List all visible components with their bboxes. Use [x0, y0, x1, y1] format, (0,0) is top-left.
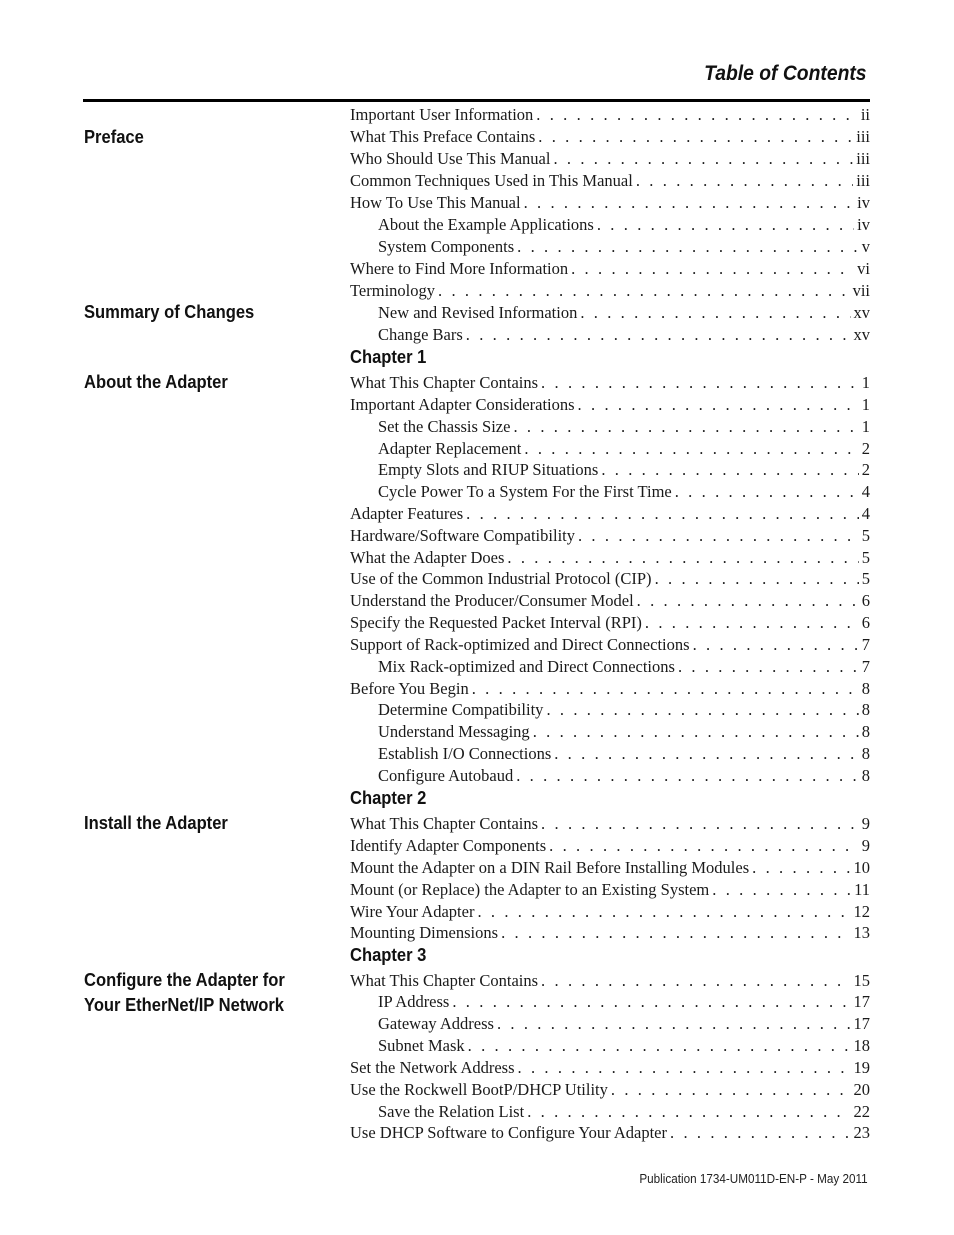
- toc-entry-page: 7: [861, 657, 870, 676]
- toc-entry[interactable]: [378, 991, 870, 1013]
- header-rule: [83, 99, 870, 102]
- toc-entry-label: Cycle Power To a System For the First Time: [378, 482, 672, 501]
- publication-footer: Publication 1734-UM011D-EN-P - May 2011: [639, 1171, 868, 1186]
- toc-entry[interactable]: [350, 547, 870, 569]
- toc-entry-label: What This Preface Contains: [350, 127, 536, 146]
- toc-entry-label: How To Use This Manual: [350, 193, 521, 212]
- toc-entry-page: 22: [853, 1102, 870, 1121]
- toc-entry-page: 2: [861, 439, 870, 458]
- toc-leader-dots: [524, 192, 855, 214]
- toc-entry[interactable]: [378, 1101, 870, 1123]
- toc-entry[interactable]: [378, 302, 870, 324]
- toc-entry-page: 2: [861, 460, 870, 479]
- toc-entry-page: 6: [861, 591, 870, 610]
- toc-entry-page: 15: [853, 971, 870, 990]
- toc-entry[interactable]: [350, 901, 870, 923]
- toc-entry-page: 8: [861, 679, 870, 698]
- toc-entry[interactable]: [350, 170, 870, 192]
- toc-leader-dots: [645, 612, 859, 634]
- toc-leader-dots: [541, 372, 859, 394]
- toc-entry[interactable]: [378, 743, 870, 765]
- toc-leader-dots: [452, 991, 850, 1013]
- toc-entry-page: 5: [861, 548, 870, 567]
- toc-entry-page: iii: [856, 171, 870, 190]
- toc-leader-dots: [675, 481, 859, 503]
- toc-leader-dots: [553, 148, 853, 170]
- toc-leader-dots: [655, 568, 859, 590]
- toc-leader-dots: [554, 743, 859, 765]
- toc-entry-label: Where to Find More Information: [350, 259, 569, 278]
- toc-entry-page: 8: [861, 766, 870, 785]
- toc-entry-label: System Components: [378, 237, 515, 256]
- toc-entry-label: What This Chapter Contains: [350, 814, 539, 833]
- toc-leader-dots: [513, 416, 858, 438]
- section-heading-about-the-adapter: About the Adapter: [84, 372, 228, 392]
- toc-entry-label: Subnet Mask: [378, 1036, 465, 1055]
- toc-entry[interactable]: [350, 258, 870, 280]
- toc-leader-dots: [468, 1035, 851, 1057]
- section-heading-configure-the-adapter: Configure the Adapter for Your EtherNet/IP Network: [84, 970, 285, 1015]
- toc-leader-dots: [472, 678, 859, 700]
- toc-entry-page: iii: [856, 149, 870, 168]
- toc-entry[interactable]: [378, 721, 870, 743]
- toc-leader-dots: [546, 699, 858, 721]
- toc-leader-dots: [517, 236, 859, 258]
- toc-entry[interactable]: [350, 813, 870, 835]
- toc-entry-page: 13: [853, 923, 870, 942]
- page-title: Table of Contents: [704, 62, 867, 85]
- toc-entry-page: 6: [861, 613, 870, 632]
- toc-entry-page: 17: [853, 992, 870, 1011]
- toc-entry-page: 8: [861, 722, 870, 741]
- toc-entry-label: Who Should Use This Manual: [350, 149, 551, 168]
- toc-leader-dots: [524, 438, 858, 460]
- toc-entry-label: Understand the Producer/Consumer Model: [350, 591, 634, 610]
- toc-entry[interactable]: [350, 394, 870, 416]
- toc-entry-page: 7: [861, 635, 870, 654]
- toc-entry-label: Before You Begin: [350, 679, 469, 698]
- toc-entry-label: Important Adapter Considerations: [350, 395, 575, 414]
- toc-leader-dots: [693, 634, 859, 656]
- toc-entry[interactable]: [350, 372, 870, 394]
- toc-entry-page: 4: [861, 482, 870, 501]
- chapter-label-1: Chapter 1: [350, 347, 427, 367]
- toc-leader-dots: [477, 901, 850, 923]
- toc-leader-dots: [501, 922, 850, 944]
- toc-entry-page: 12: [853, 902, 870, 921]
- toc-leader-dots: [670, 1122, 851, 1144]
- toc-entry[interactable]: [378, 214, 870, 236]
- toc-entry-label: Wire Your Adapter: [350, 902, 475, 921]
- toc-leader-dots: [578, 525, 859, 547]
- toc-leader-dots: [678, 656, 859, 678]
- toc-leader-dots: [536, 104, 858, 126]
- toc-entry[interactable]: [378, 1035, 870, 1057]
- toc-entry-label: Use the Rockwell BootP/DHCP Utility: [350, 1080, 608, 1099]
- toc-leader-dots: [541, 813, 859, 835]
- toc-entry-label: Empty Slots and RIUP Situations: [378, 460, 599, 479]
- toc-entry-label: Support of Rack-optimized and Direct Connections: [350, 635, 690, 654]
- toc-leader-dots: [637, 590, 859, 612]
- toc-entry-page: 8: [861, 744, 870, 763]
- toc-entry-label: Hardware/Software Compatibility: [350, 526, 575, 545]
- toc-entry-label: Specify the Requested Packet Interval (RPI): [350, 613, 642, 632]
- section-heading-preface: Preface: [84, 127, 144, 147]
- toc-entry-page: xv: [853, 303, 870, 322]
- toc-leader-dots: [518, 1057, 851, 1079]
- toc-entry-page: iv: [857, 193, 870, 212]
- toc-leader-dots: [571, 258, 854, 280]
- toc-entry[interactable]: [350, 970, 870, 992]
- toc-leader-dots: [516, 765, 859, 787]
- toc-entry-page: 5: [861, 526, 870, 545]
- toc-entry[interactable]: [350, 590, 870, 612]
- toc-entry-label: New and Revised Information: [378, 303, 578, 322]
- toc-entry-label: Common Techniques Used in This Manual: [350, 171, 633, 190]
- toc-entry[interactable]: [378, 481, 870, 503]
- toc-entry-label: Establish I/O Connections: [378, 744, 552, 763]
- toc-entry-page: 9: [861, 814, 870, 833]
- toc-entry[interactable]: [350, 280, 870, 302]
- toc-leader-dots: [597, 214, 854, 236]
- section-heading-summary-of-changes: Summary of Changes: [84, 302, 255, 322]
- toc-entry-page: 11: [854, 880, 870, 899]
- toc-entry-label: Use of the Common Industrial Protocol (CIP): [350, 569, 652, 588]
- toc-entry[interactable]: [350, 525, 870, 547]
- toc-leader-dots: [533, 721, 859, 743]
- toc-entry-label: Terminology: [350, 281, 435, 300]
- toc-entry[interactable]: [350, 612, 870, 634]
- toc-entry-page: vi: [857, 259, 870, 278]
- toc-entry-page: vii: [852, 281, 870, 300]
- toc-entry-label: What This Chapter Contains: [350, 971, 539, 990]
- toc-leader-dots: [497, 1013, 851, 1035]
- toc-leader-dots: [580, 302, 850, 324]
- toc-entry-label: Mount the Adapter on a DIN Rail Before Installing Modules: [350, 858, 750, 877]
- chapter-label-3: Chapter 3: [350, 945, 427, 965]
- toc-leader-dots: [578, 394, 859, 416]
- toc-entry[interactable]: [378, 236, 870, 258]
- toc-entry-page: 19: [853, 1058, 870, 1077]
- toc-entry-label: Set the Network Address: [350, 1058, 515, 1077]
- toc-leader-dots: [466, 503, 859, 525]
- toc-entry[interactable]: [378, 1013, 870, 1035]
- toc-entry[interactable]: [350, 148, 870, 170]
- toc-leader-dots: [611, 1079, 851, 1101]
- toc-entry-label: What This Chapter Contains: [350, 373, 539, 392]
- toc-leader-dots: [712, 879, 851, 901]
- toc-entry-page: iii: [856, 127, 870, 146]
- toc-entry[interactable]: [350, 678, 870, 700]
- toc-entry-label: Determine Compatibility: [378, 700, 544, 719]
- toc-entry[interactable]: [350, 192, 870, 214]
- toc-entry-label: Understand Messaging: [378, 722, 530, 741]
- toc-entry-page: 8: [861, 700, 870, 719]
- toc-entry-page: 23: [853, 1123, 870, 1142]
- toc-entry-page: 9: [861, 836, 870, 855]
- chapter-label-2: Chapter 2: [350, 788, 427, 808]
- toc-entry-label: Mounting Dimensions: [350, 923, 499, 942]
- toc-leader-dots: [538, 126, 853, 148]
- toc-entry[interactable]: [378, 324, 870, 346]
- toc-leader-dots: [541, 970, 850, 992]
- toc-entry-label: Gateway Address: [378, 1014, 494, 1033]
- toc-leader-dots: [549, 835, 859, 857]
- toc-entry-label: What the Adapter Does: [350, 548, 505, 567]
- toc-entry[interactable]: [350, 503, 870, 525]
- toc-entry-label: Set the Chassis Size: [378, 417, 511, 436]
- toc-entry[interactable]: [350, 634, 870, 656]
- toc-entry-label: Adapter Replacement: [378, 439, 522, 458]
- toc-entry[interactable]: [350, 922, 870, 944]
- toc-entry-page: iv: [857, 215, 870, 234]
- toc-leader-dots: [507, 547, 858, 569]
- toc-entry-page: 20: [853, 1080, 870, 1099]
- toc-entry-label: Use DHCP Software to Configure Your Adapter: [350, 1123, 667, 1142]
- toc-entry-label: Identify Adapter Components: [350, 836, 547, 855]
- toc-entry-page: 10: [853, 858, 870, 877]
- toc-entry[interactable]: [350, 857, 870, 879]
- toc-leader-dots: [527, 1101, 850, 1123]
- toc-leader-dots: [438, 280, 850, 302]
- toc-entry[interactable]: [378, 459, 870, 481]
- toc-entry[interactable]: [350, 104, 870, 126]
- toc-entry[interactable]: [350, 1057, 870, 1079]
- toc-entry[interactable]: [378, 438, 870, 460]
- toc-entry[interactable]: [378, 416, 870, 438]
- toc-leader-dots: [466, 324, 851, 346]
- toc-entry-label: Mix Rack-optimized and Direct Connections: [378, 657, 675, 676]
- toc-entry-label: IP Address: [378, 992, 450, 1011]
- toc-entry-label: Configure Autobaud: [378, 766, 514, 785]
- toc-entry-page: xv: [853, 325, 870, 344]
- toc-entry-label: Mount (or Replace) the Adapter to an Existing System: [350, 880, 710, 899]
- section-heading-install-the-adapter: Install the Adapter: [84, 813, 228, 833]
- toc-entry-page: 1: [861, 417, 870, 436]
- toc-entry[interactable]: [350, 1122, 870, 1144]
- toc-entry-label: Change Bars: [378, 325, 463, 344]
- toc-entry[interactable]: [350, 835, 870, 857]
- toc-entry-page: 18: [853, 1036, 870, 1055]
- toc-entry[interactable]: [378, 656, 870, 678]
- toc-entry[interactable]: [350, 126, 870, 148]
- toc-leader-dots: [636, 170, 853, 192]
- toc-entry-label: Save the Relation List: [378, 1102, 525, 1121]
- toc-leader-dots: [601, 459, 858, 481]
- toc-entry-page: 4: [861, 504, 870, 523]
- toc-entry-page: 17: [853, 1014, 870, 1033]
- toc-entry[interactable]: [350, 1079, 870, 1101]
- toc-entry[interactable]: [378, 765, 870, 787]
- toc-entry-label: About the Example Applications: [378, 215, 594, 234]
- toc-entry-page: v: [861, 237, 870, 256]
- toc-leader-dots: [752, 857, 850, 879]
- toc-entry-page: ii: [860, 105, 870, 124]
- toc-entry[interactable]: [350, 568, 870, 590]
- toc-entry-page: 1: [861, 395, 870, 414]
- toc-entry-page: 1: [861, 373, 870, 392]
- toc-entry[interactable]: [378, 699, 870, 721]
- toc-entry-page: 5: [861, 569, 870, 588]
- toc-entry-label: Adapter Features: [350, 504, 464, 523]
- toc-entry[interactable]: [350, 879, 870, 901]
- toc-entry-label: Important User Information: [350, 105, 534, 124]
